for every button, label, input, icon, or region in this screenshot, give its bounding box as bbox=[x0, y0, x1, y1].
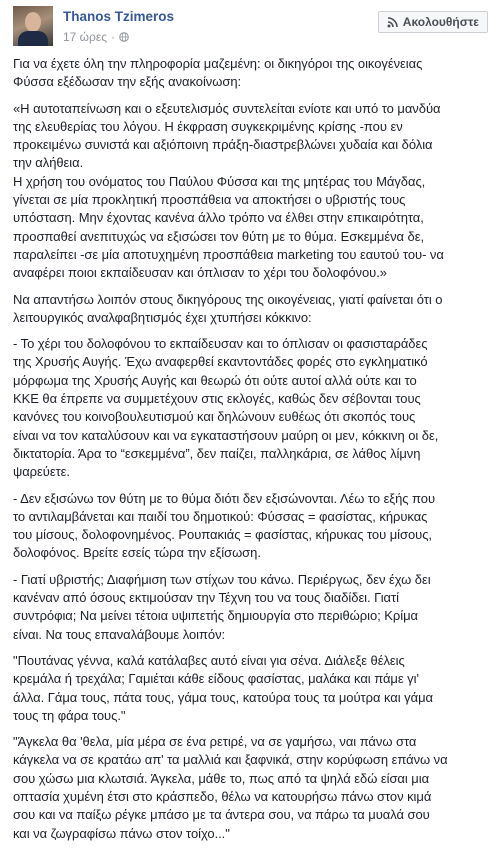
text-line: σου και να παίξω ρέγκε μπάσο με τα άντερα σου, να πάρω τα μυαλά σου bbox=[13, 807, 430, 823]
text-line: Φύσσα εξέδωσαν την εξής ανακοίνωση: bbox=[13, 74, 242, 90]
text-line: γίνεται σε μία προκλητική προσπάθεια να αποκτήσει ο υβριστής τους bbox=[13, 192, 406, 208]
text-line: προσπαθεί ανεπιτυχώς να εξισώσει τον θύτη με το θύμα. Εσκεμμένα δε, bbox=[13, 228, 425, 244]
text-line: αναφέρει ποιοι εκπαίδευσαν και όπλισαν το χέρι του δολοφόνου.» bbox=[13, 265, 387, 281]
globe-icon bbox=[119, 32, 129, 42]
text-line: Η χρήση του ονόματος του Παύλου Φύσσα και της μητέρας του Μάγδας, bbox=[13, 173, 426, 189]
text-line: του μίσους, δολοφονημένος. Ρουπακιάς = φασίστας, κήρυκας του μίσους, bbox=[13, 527, 432, 543]
text-line: κανόνες του κοινοβουλευτισμού και δηλώνουν ευθέως ότι σκοπός τους bbox=[13, 409, 416, 425]
text-line: της Χρυσής Αυγής. Έχω αναφερθεί εκαντοντάδες φορές στο εγκληματικό bbox=[13, 354, 428, 370]
text-line: είναι. Να τους επαναλάβουμε λοιπόν: bbox=[13, 626, 226, 642]
text-line: συντρόφια; Να μείνει τέτοια υψιπετής δημιουργία στο περιθώριο; Κρίμα bbox=[13, 608, 418, 624]
text-line: λειτουργικός αναλφαβητισμός έχει χτυπήσει κόκκινο: bbox=[13, 309, 312, 325]
avatar[interactable] bbox=[13, 6, 53, 46]
text-line: τους τη φάρα τους." bbox=[13, 707, 126, 723]
text-line: - Δεν εξισώνω τον θύτη με το θύμα διότι δεν εξισώνονται. Λέω το εξής που bbox=[13, 490, 436, 506]
text-line: "Πουτάνας γέννα, καλά κατάλαβες αυτό είναι για σένα. Διάλεξε θέλεις bbox=[13, 652, 405, 668]
text-line: Για να έχετε όλη την πληροφορία μαζεμένη: οι δικηγόροι της οικογένειας bbox=[13, 56, 423, 71]
text-line: και να ζωγραφίσω πάνω στον τοίχο..." bbox=[13, 825, 230, 841]
text-line: δικτατορία. Άρα το “εσκεμμένα”, δεν παίζει, παλληκάρια, σε λάθος λίμνη bbox=[13, 445, 421, 461]
text-line: σου χώσω μια κλωτσιά. Άγκελα, μάθε το, πως από τα ψηλά εδώ είσαι μια bbox=[13, 770, 430, 786]
post-paragraph bbox=[13, 55, 491, 92]
author-name[interactable]: Thanos Tzimeros bbox=[63, 9, 175, 24]
post-paragraph bbox=[13, 652, 491, 725]
post-paragraph bbox=[13, 490, 491, 563]
text-line: κρεμάλα ή τρεχάλα; Γαμιέται κάθε είδους φασίστας, μαλάκα και πάμε γι' bbox=[13, 671, 419, 687]
post-body bbox=[13, 55, 491, 851]
post-paragraph bbox=[13, 100, 491, 283]
text-line: κανέναν από όσους εκτιμούσαν την Τέχνη του να τους διαδίδει. Γιατί bbox=[13, 590, 399, 606]
text-line: οπτασία χυμένη έτσι στο κράσπεδο, θέλω να κατουρήσω πάνω στον κιμά bbox=[13, 788, 432, 804]
text-line: υπόσταση. Μην έχοντας κανένα άλλο τρόπο να έλθει στην επικαιρότητα, bbox=[13, 210, 424, 226]
post-header bbox=[0, 0, 502, 48]
meta-separator: · bbox=[111, 30, 116, 44]
text-line: παραλείπει -σε μία αποτυχημένη προσπάθεια marketing του εαυτού του- να bbox=[13, 246, 444, 262]
text-line: Να απαντήσω λοιπόν στους δικηγόρους της οικογένειας, γιατί φαίνεται ότι ο bbox=[13, 291, 443, 307]
follow-button[interactable] bbox=[378, 11, 488, 33]
text-line: προκειμένω συνιστά και αξιόποινη πράξη-διαστρεβλώνει χυδαία και δόλια bbox=[13, 137, 433, 153]
rss-icon bbox=[387, 17, 398, 28]
text-line: είναι να τον καταλύσουν και να εγκαταστήσουν μαύρη οι μεν, κόκκινη οι δε, bbox=[13, 427, 439, 443]
text-line: δολοφόνος. Βρείτε εσείς τώρα την εξίσωση. bbox=[13, 545, 261, 561]
text-line: μόρφωμα της Χρυσής Αυγής και θεωρώ ότι ούτε αυτοί αλλά ούτε και το bbox=[13, 372, 417, 388]
text-line: "Άγκελα θα 'θελα, μία μέρα σε ένα ρετιρέ, να σε γαμήσω, ναι πάνω στα bbox=[13, 734, 417, 750]
text-line: - Γιατί υβριστής; Διαφήμιση των στίχων του κάνω. Περιέργως, δεν έχω δει bbox=[13, 571, 431, 587]
post-paragraph bbox=[13, 335, 491, 481]
post-paragraph bbox=[13, 571, 491, 644]
text-line: «Η αυτοταπείνωση και ο εξευτελισμός συντελείται ενίοτε και υπό το μανδύα bbox=[13, 100, 441, 116]
post-paragraph bbox=[13, 733, 491, 843]
text-line: κάγκελα να σε κρατάω απ' τα μαλλιά και ξαφνικά, στην κορύφωση επάνω να bbox=[13, 752, 448, 768]
post-meta bbox=[63, 30, 129, 44]
text-line: - Το χέρι του δολοφόνου το εκπαίδευσαν και το όπλισαν οι φασισταράδες bbox=[13, 336, 428, 352]
follow-label: Ακολουθήστε bbox=[402, 15, 479, 29]
text-line: ψαρεύετε. bbox=[13, 464, 70, 480]
text-line: το αντιλαμβάνεται και παιδί του δημοτικού: Φύσσας = φασίστας, κήρυκας bbox=[13, 508, 428, 524]
post-paragraph bbox=[13, 291, 491, 328]
text-line: άλλα. Γάμα τους, πάτα τους, γάμα τους, κατούρα τους τα μούτρα και γάμα bbox=[13, 689, 433, 705]
text-line: ΚΚΕ θα έπρεπε να συμμετέχουν στις εκλογές, καθώς δεν σέβονται τους bbox=[13, 391, 421, 407]
text-line: την αλήθεια. bbox=[13, 155, 84, 171]
text-line: της ελευθερίας του λόγου. Η έκφραση συγκεκριμένης κρίσης -που εν bbox=[13, 118, 403, 134]
timestamp[interactable]: 17 ώρες bbox=[63, 30, 108, 44]
